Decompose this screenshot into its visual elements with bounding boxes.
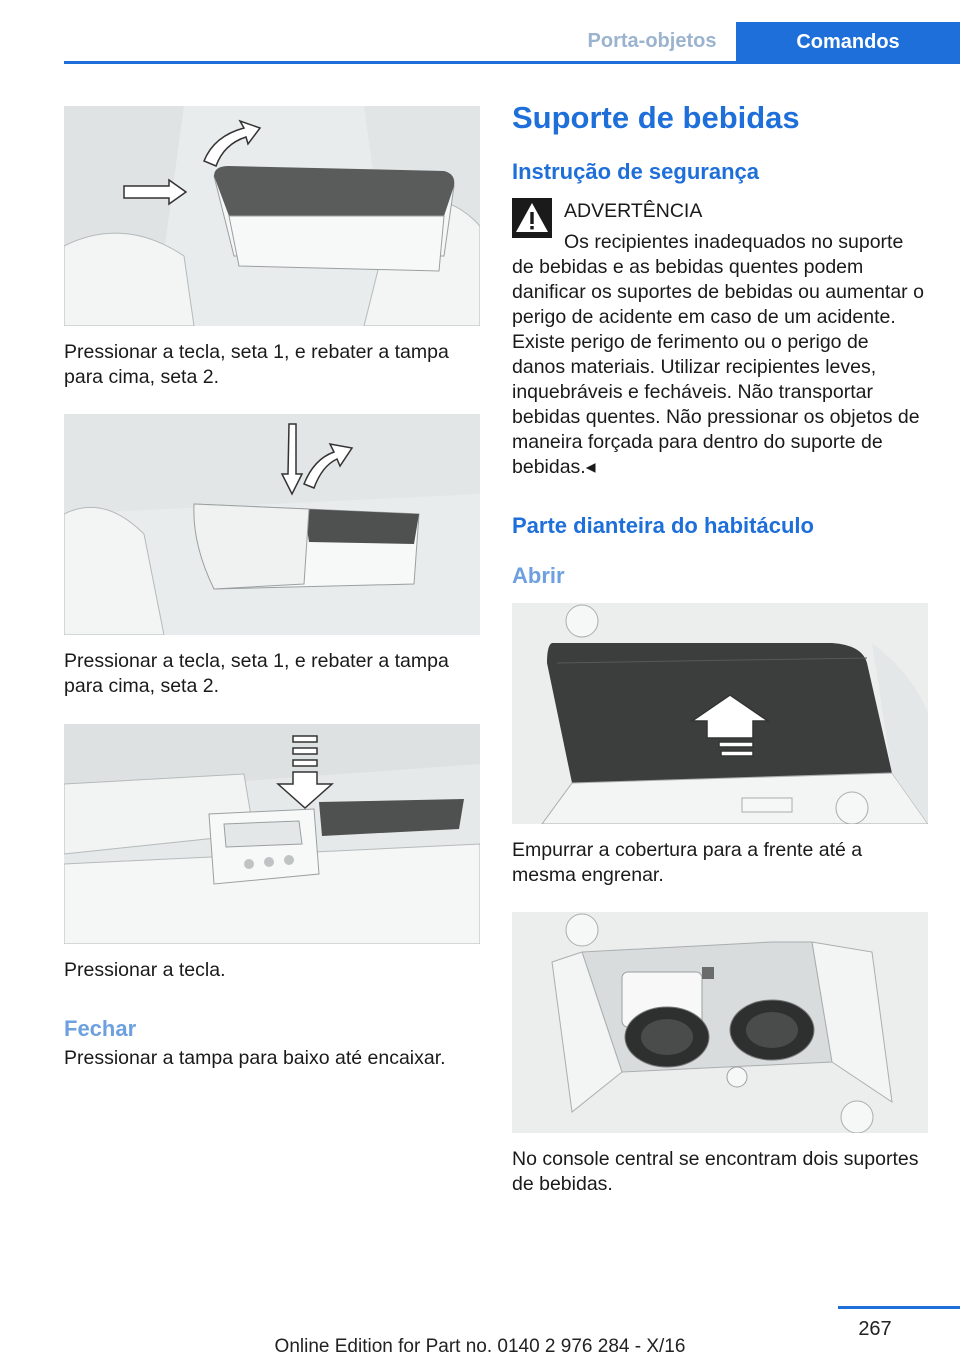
caption-4: Empurrar a cobertura para a frente até a mesma engrenar. xyxy=(512,839,863,886)
header-rule xyxy=(64,61,960,64)
caption-2: Pressionar a tecla, seta 1, e rebater a tampa para cima, seta 2. xyxy=(64,650,449,697)
figure-armrest-open-2 xyxy=(64,414,480,635)
figure-cupholder-cover xyxy=(512,603,928,824)
page-number: 267 xyxy=(858,1318,892,1340)
footer-rule xyxy=(838,1306,960,1309)
caption-1: Pressionar a tecla, seta 1, e rebater a tampa para cima, seta 2. xyxy=(64,341,449,388)
figure-armrest-button xyxy=(64,724,480,944)
header-chapter-tab: Comandos xyxy=(736,22,960,62)
open-heading: Abrir xyxy=(512,563,565,588)
page-title: Suporte de bebidas xyxy=(512,100,800,135)
edition-note: Online Edition for Part no. 0140 2 976 284 - X/16 xyxy=(274,1336,686,1357)
warning-label: ADVERTÊNCIA xyxy=(564,200,703,222)
figure-armrest-open-1 xyxy=(64,106,480,326)
close-heading: Fechar xyxy=(64,1016,137,1041)
header-section-title: Porta-objetos xyxy=(587,30,717,52)
caption-5: No console central se encontram dois suportes de bebidas. xyxy=(512,1148,919,1195)
front-compartment-heading: Parte dianteira do habitáculo xyxy=(512,513,814,538)
figure-cupholders xyxy=(512,912,928,1133)
caption-3: Pressionar a tecla. xyxy=(64,959,226,981)
warning-text: Os recipientes inadequados no suporte de bebidas e as bebidas quentes podem danificar os suportes de bebidas ou aumentar o perigo de acidente em caso de um acidente. Existe perigo de ferimento ou o perigo de danos materiais. Utilizar recipientes leves, inquebráveis e fecháveis. Não transportar bebidas quentes. Não pressionar os objetos de maneira forçada para dentro do suporte de bebidas.◂ xyxy=(512,231,924,478)
close-text: Pressionar a tampa para baixo até encaixar. xyxy=(64,1047,446,1069)
safety-heading: Instrução de segurança xyxy=(512,159,759,184)
